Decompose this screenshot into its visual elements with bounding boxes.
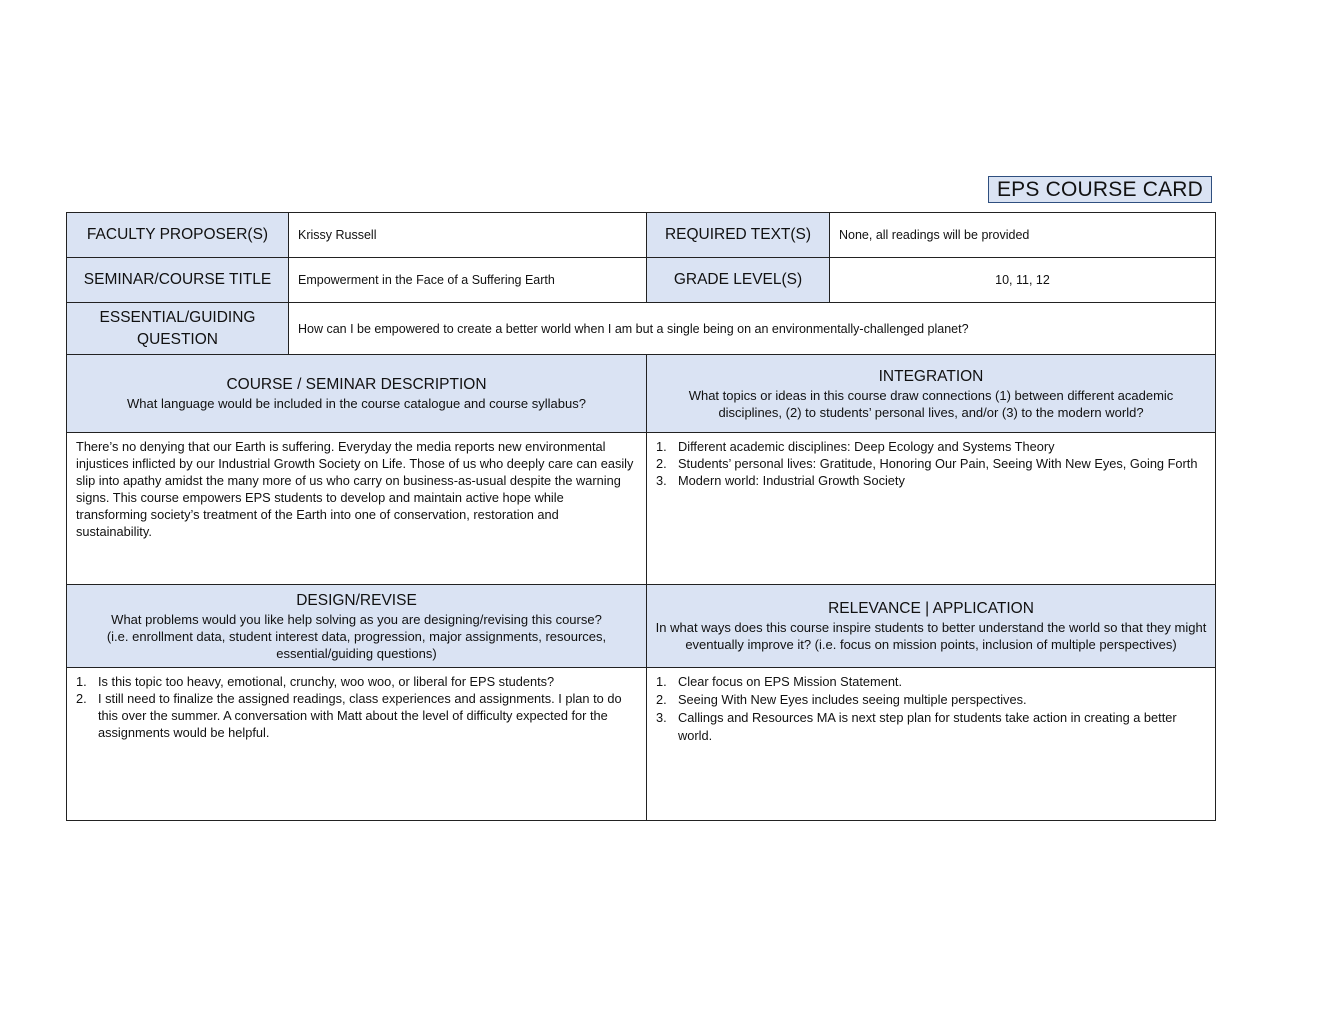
relevance-body — [647, 668, 1216, 821]
faculty-label: FACULTY PROPOSER(S) — [67, 213, 289, 258]
list-item-number: 2. — [656, 456, 667, 471]
design-body — [67, 668, 647, 821]
list-item — [656, 472, 1207, 489]
required-text-value: None, all readings will be provided — [830, 213, 1216, 258]
list-item-text: I still need to finalize the assigned readings, class experiences and assignments. I plan to do this over the summer. A conversation with Matt about the level of difficulty expected for the assignments would be helpful. — [98, 691, 622, 740]
list-item-number: 1. — [656, 674, 667, 689]
integration-body — [647, 433, 1216, 585]
row-faculty — [67, 213, 1216, 258]
relevance-list — [656, 673, 1207, 745]
design-prompt-line2: (i.e. enrollment data, student interest data, progression, major assignments, resources, essential/guiding questions) — [106, 628, 607, 661]
list-item — [76, 690, 638, 741]
list-item-number: 2. — [76, 691, 87, 706]
design-header — [67, 585, 647, 668]
description-text: There’s no denying that our Earth is suffering. Everyday the media reports new environmental injustices inflicted by our Industrial Growth Society on Life. Those of us who deeply care can easily slip into apathy amidst the many more of us who carry on business-as-usual despite the warning signs. This course empowers EPS students to develop and maintain active hope while transforming society’s treatment of the Earth into one of conservation, restoration and sustainability. — [76, 439, 634, 539]
row-section-headers-2 — [67, 585, 1216, 668]
grade-level-value: 10, 11, 12 — [830, 258, 1216, 303]
list-item-text: Is this topic too heavy, emotional, crunchy, woo woo, or liberal for EPS students? — [98, 674, 555, 689]
design-title: DESIGN/REVISE — [296, 591, 417, 609]
list-item — [656, 691, 1207, 709]
list-item — [656, 455, 1207, 472]
course-title-value: Empowerment in the Face of a Suffering Earth — [289, 258, 647, 303]
description-prompt: What language would be included in the course catalogue and course syllabus? — [127, 396, 586, 411]
list-item — [76, 673, 638, 690]
design-list — [76, 673, 638, 741]
guiding-question-label — [67, 303, 289, 355]
list-item-number: 1. — [76, 674, 87, 689]
relevance-title: RELEVANCE | APPLICATION — [828, 600, 1034, 617]
course-card-table — [66, 212, 1216, 821]
description-title: COURSE / SEMINAR DESCRIPTION — [226, 376, 487, 393]
faculty-value: Krissy Russell — [289, 213, 647, 258]
list-item-number: 3. — [656, 710, 667, 725]
required-text-label: REQUIRED TEXT(S) — [647, 213, 830, 258]
description-header — [67, 355, 647, 433]
list-item-text: Callings and Resources MA is next step plan for students take action in creating a better world. — [678, 710, 1177, 743]
guiding-question-value: How can I be empowered to create a better world when I am but a single being on an environmentally-challenged planet? — [289, 303, 1216, 355]
guiding-question-label-line2: QUESTION — [137, 330, 218, 348]
list-item-number: 3. — [656, 473, 667, 488]
design-prompt-line1: What problems would you like help solving as you are designing/revising this course? — [111, 611, 602, 627]
integration-prompt: What topics or ideas in this course draw connections (1) between different academic disciplines, (2) to students’ personal lives, and/or (3) to the modern world? — [688, 387, 1174, 420]
list-item-text: Modern world: Industrial Growth Society — [678, 473, 905, 488]
list-item-text: Students’ personal lives: Gratitude, Honoring Our Pain, Seeing With New Eyes, Going Forth — [678, 456, 1198, 471]
list-item-text: Clear focus on EPS Mission Statement. — [678, 674, 903, 689]
integration-title: INTEGRATION — [878, 367, 984, 385]
course-title-label: SEMINAR/COURSE TITLE — [67, 258, 289, 303]
integration-list — [656, 438, 1207, 489]
relevance-header — [647, 585, 1216, 668]
row-title — [67, 258, 1216, 303]
list-item-number: 1. — [656, 439, 667, 454]
guiding-question-label-line1: ESSENTIAL/GUIDING — [99, 308, 256, 326]
row-question — [67, 303, 1216, 355]
list-item-text: Different academic disciplines: Deep Ecology and Systems Theory — [678, 439, 1055, 454]
card-title: EPS COURSE CARD — [988, 176, 1212, 203]
row-section-bodies-1 — [67, 433, 1216, 585]
list-item — [656, 673, 1207, 691]
integration-header — [647, 355, 1216, 433]
list-item-number: 2. — [656, 692, 667, 707]
list-item — [656, 709, 1207, 745]
row-section-headers-1 — [67, 355, 1216, 433]
relevance-prompt: In what ways does this course inspire students to better understand the world so that they might eventually improve it? (i.e. focus on mission points, inclusion of multiple perspectives) — [655, 620, 1207, 652]
grade-level-label: GRADE LEVEL(S) — [647, 258, 830, 303]
description-body — [67, 433, 647, 585]
list-item-text: Seeing With New Eyes includes seeing multiple perspectives. — [678, 692, 1027, 707]
row-section-bodies-2 — [67, 668, 1216, 821]
list-item — [656, 438, 1207, 455]
